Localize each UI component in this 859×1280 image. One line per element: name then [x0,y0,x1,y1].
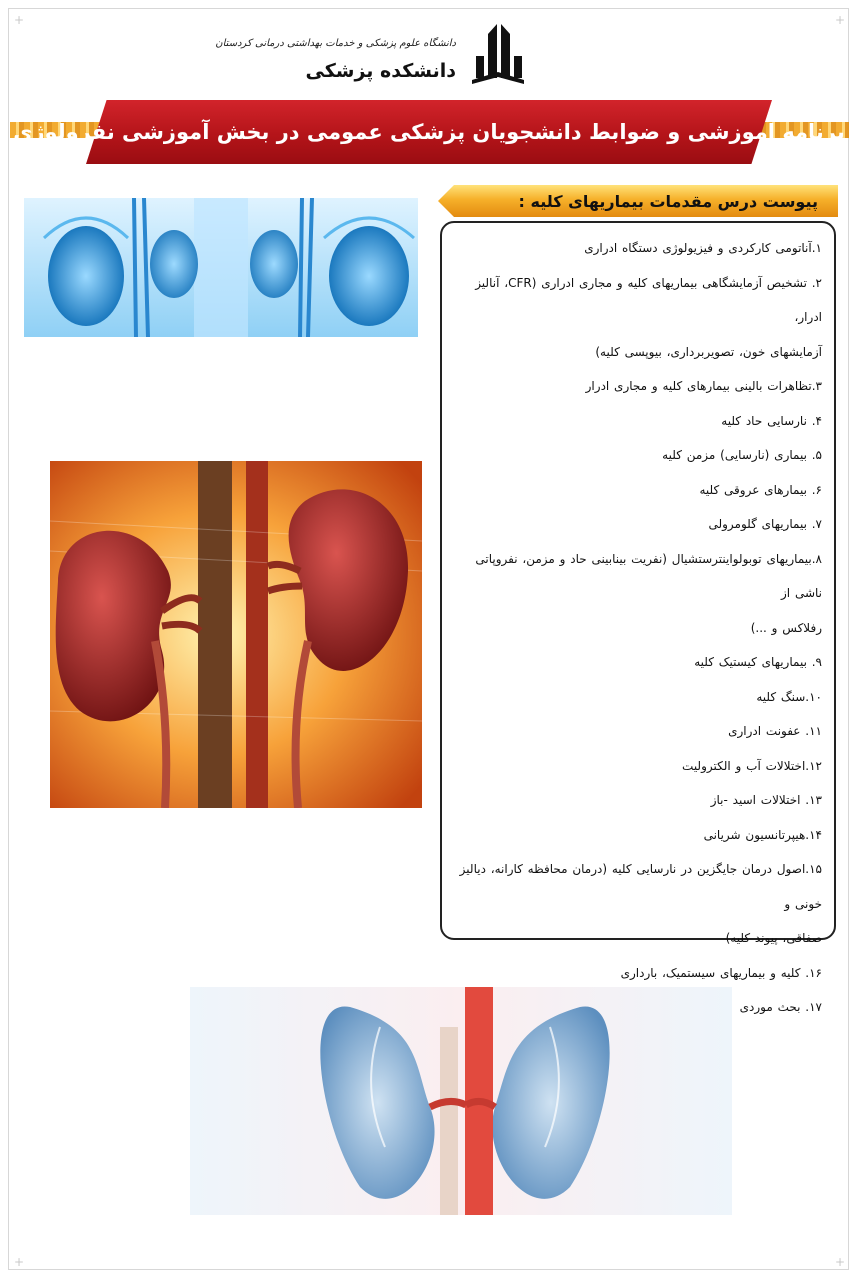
list-item: ۶. بیمارهای عروقی کلیه [699,482,822,497]
syllabus-box [440,221,836,1014]
list-item: ۱۴.هیپرتانسیون شریانی [703,827,822,842]
list-item: ۱۳. اختلالات اسید -باز [710,793,822,807]
list-item: ۱۱. عفونت ادراری [728,724,822,738]
list-item: صفاقی، پیوند کلیه) [725,931,822,945]
list-item: ۱۷. بحث موردی [739,1000,822,1014]
university-name: دانشگاه علوم پزشکی و خدمات بهداشتی درمانی کردستان [215,38,456,49]
university-logo [215,16,530,92]
list-item: ۱۵.اصول درمان جایگزین در نارسایی کلیه (درمان محافظه کارانه، دیالیز خونی و [459,862,822,911]
list-item: رفلاکس و ...) [750,620,822,635]
list-item: آزمایشهای خون، تصویربرداری، بیوپسی کلیه) [595,344,822,359]
list-item: ۸.بیماریهای توبولواینترستشیال (نفریت بینابینی حاد و مزمن، نفروپاتی ناشی از [475,551,822,600]
crop-mark-bottom-right: + [835,1255,846,1269]
crop-mark-bottom-left: + [14,1255,25,1269]
kidney-illustration-mixed [190,987,732,1215]
list-item: ۱۲.اختلالات آب و الکترولیت [682,758,822,773]
list-item: ۱.آناتومی کارکردی و فیزیولوژی دستگاه ادراری [584,241,822,255]
section-title: پیوست درس مقدمات بیماریهای کلیه : [518,191,818,211]
crop-mark-top-left: + [14,13,25,27]
school-name: دانشکده پزشکی [305,60,456,82]
kidney-illustration-blue [24,198,418,337]
list-item: ۱۰.سنگ کلیه [756,689,822,704]
list-item: ۱۶. کلیه و بیماریهای سیستمیک، بارداری [620,965,822,980]
kidney-illustration-red [50,461,422,808]
list-item: ۵. بیماری (نارسایی) مزمن کلیه [662,448,822,462]
list-item: ۳.تظاهرات بالینی بیمارهای کلیه و مجاری ادرار [585,379,822,393]
list-item: ۹. بیماریهای کیستیک کلیه [694,655,822,669]
page-title: برنامه آموزشی و ضوابط دانشجویان پزشکی عمومی در بخش آموزشی نفرولوژی [13,120,845,144]
list-item: ۲. تشخیص آزمایشگاهی بیماریهای کلیه و مجاری ادراری (CFR، آنالیز ادرار، [475,275,822,324]
crop-mark-top-right: + [835,13,846,27]
syllabus-list [448,231,822,1025]
university-emblem-icon [468,16,528,86]
list-item: ۴. نارسایی حاد کلیه [721,413,822,428]
list-item: ۷. بیماریهای گلومرولی [708,517,822,531]
